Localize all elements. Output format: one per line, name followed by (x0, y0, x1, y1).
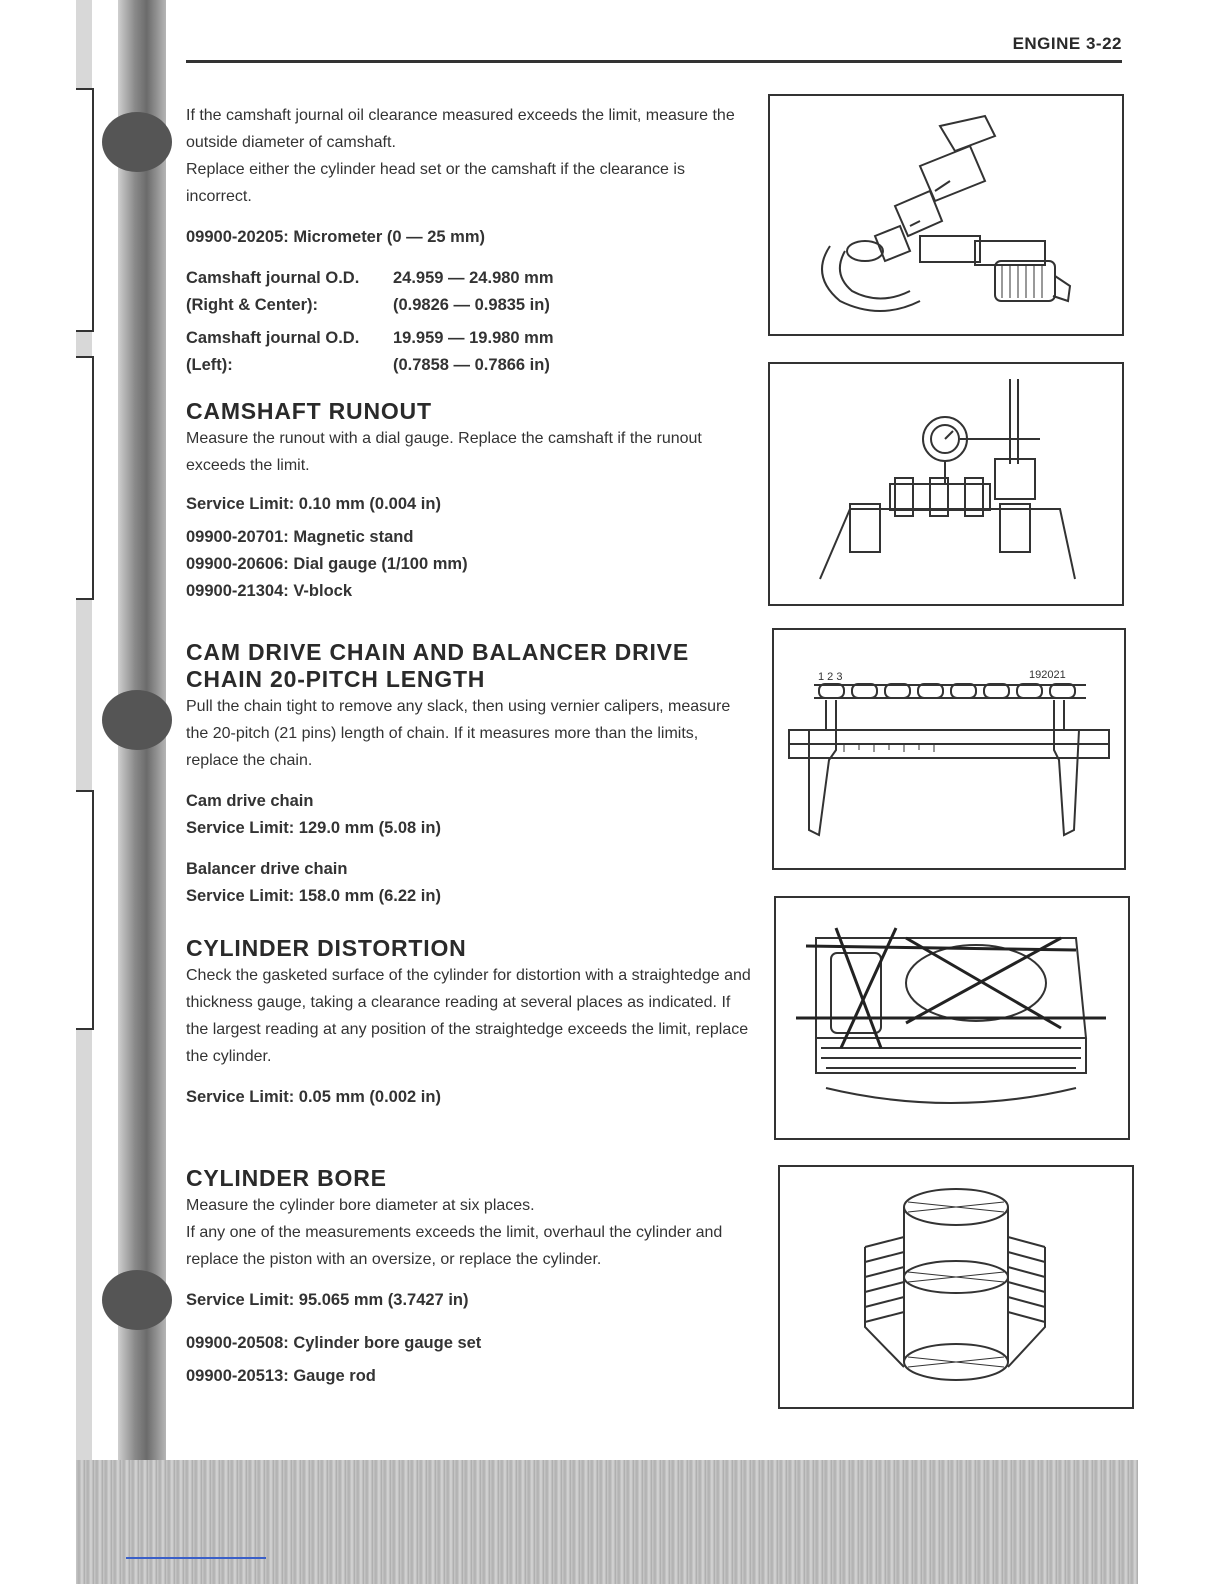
spec-key: (Left): (186, 356, 233, 374)
section-title: CYLINDER DISTORTION (186, 935, 467, 961)
tool-item: 09900-20606: Dial gauge (1/100 mm) (186, 555, 468, 573)
page-header: ENGINE 3-22 (1012, 34, 1122, 53)
service-limit: Service Limit: 129.0 mm (5.08 in) (186, 819, 441, 837)
camshaft-od-section (186, 102, 751, 379)
runout-figure (768, 362, 1124, 606)
paragraph: If any one of the measurements exceeds the limit, overhaul the cylinder and replace the piston with an oversize, or replace the cylinder. (186, 1224, 723, 1268)
micrometer-illustration (770, 96, 1122, 334)
scan-bottom-edge (76, 1460, 1138, 1584)
header-rule (186, 60, 1122, 63)
section-title: CAM DRIVE CHAIN AND BALANCER DRIVE (186, 639, 689, 665)
scan-artifact-line (126, 1557, 266, 1559)
paragraph: Measure the runout with a dial gauge. Replace the camshaft if the runout exceeds the limit. (186, 430, 702, 474)
index-tab (76, 356, 94, 600)
binder-hole (102, 112, 172, 172)
spec-block (186, 325, 751, 379)
tool-item: 09900-21304: V-block (186, 582, 353, 600)
chain-caliper-figure (772, 628, 1126, 870)
pin-number-left: 1 2 3 (818, 671, 843, 683)
paragraph: If the camshaft journal oil clearance measured exceeds the limit, measure the outside diameter of camshaft. (186, 107, 735, 151)
caliper-illustration (774, 630, 1124, 868)
paragraph: Check the gasketed surface of the cylinder for distortion with a straightedge and thickness gauge, taking a clearance reading at several places as indicated. If the largest reading at any position of the straightedge exceeds the limit, replace the cylinder. (186, 967, 751, 1065)
tool-item: 09900-20513: Gauge rod (186, 1367, 376, 1385)
service-limit: Service Limit: 158.0 mm (6.22 in) (186, 887, 441, 905)
spec-key: Camshaft journal O.D. (186, 269, 360, 287)
binder-hole (102, 1270, 172, 1330)
spec-key: (Right & Center): (186, 296, 318, 314)
straightedge-illustration (776, 898, 1128, 1138)
paragraph: Replace either the cylinder head set or the camshaft if the clearance is incorrect. (186, 161, 685, 205)
spec-block (186, 265, 751, 319)
service-limit: Service Limit: 0.05 mm (0.002 in) (186, 1088, 441, 1106)
distortion-figure (774, 896, 1130, 1140)
camshaft-runout-section (186, 398, 751, 605)
service-limit: Service Limit: 0.10 mm (0.004 in) (186, 495, 441, 513)
index-tab (76, 88, 94, 332)
section-title: CAMSHAFT RUNOUT (186, 398, 432, 424)
index-tab (76, 790, 94, 1030)
spec-value: 19.959 — 19.980 mm (393, 329, 554, 347)
binder-hole (102, 690, 172, 750)
section-title: CHAIN 20-PITCH LENGTH (186, 666, 486, 692)
paragraph: Measure the cylinder bore diameter at six places. (186, 1197, 535, 1214)
pin-number-right: 192021 (1029, 669, 1066, 681)
section-title: CYLINDER BORE (186, 1165, 387, 1191)
spec-value: (0.9826 — 0.9835 in) (393, 296, 550, 314)
spec-value: 24.959 — 24.980 mm (393, 269, 554, 287)
service-limit: Service Limit: 95.065 mm (3.7427 in) (186, 1291, 469, 1309)
chain-label: Balancer drive chain (186, 860, 348, 878)
cylinder-bore-section (186, 1165, 751, 1390)
chain-label: Cam drive chain (186, 792, 314, 810)
cylinder-bore-illustration (780, 1167, 1132, 1407)
tool-item: 09900-20205: Micrometer (0 — 25 mm) (186, 228, 485, 246)
chain-length-section (186, 639, 751, 910)
dial-gauge-illustration (770, 364, 1122, 604)
cylinder-distortion-section (186, 935, 751, 1111)
micrometer-figure (768, 94, 1124, 336)
spec-value: (0.7858 — 0.7866 in) (393, 356, 550, 374)
spec-key: Camshaft journal O.D. (186, 329, 360, 347)
tool-item: 09900-20701: Magnetic stand (186, 528, 414, 546)
paragraph: Pull the chain tight to remove any slack, then using vernier calipers, measure the 20-pitch (21 pins) length of chain. If it measures more than the limits, replace the chain. (186, 698, 731, 769)
tool-item: 09900-20508: Cylinder bore gauge set (186, 1334, 482, 1352)
bore-figure (778, 1165, 1134, 1409)
